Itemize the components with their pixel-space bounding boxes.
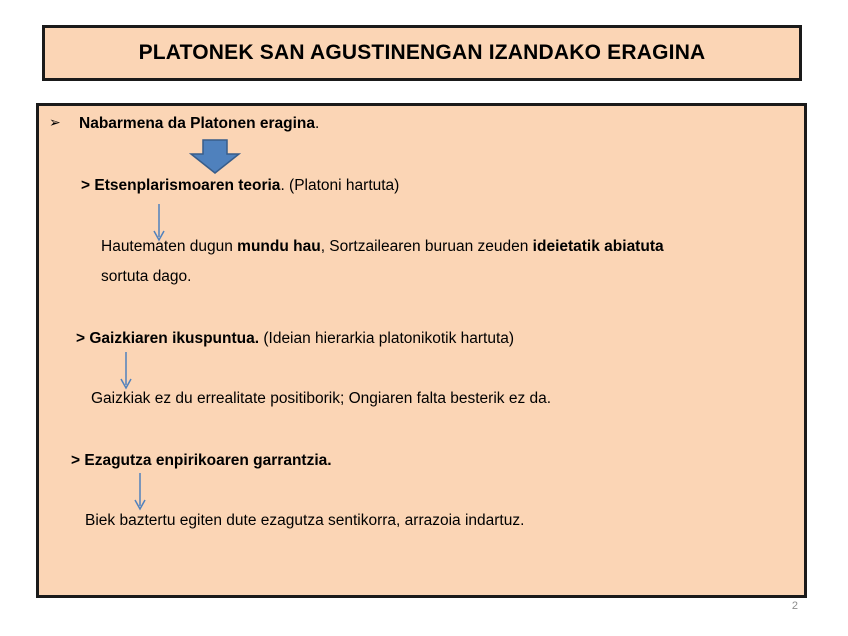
- big-down-arrow-icon: [189, 139, 241, 175]
- intro-line: [79, 114, 319, 134]
- intro-bold: Nabarmena da Platonen eragina: [79, 115, 316, 132]
- explain-1-c: , Sortzailearen buruan zeuden: [320, 238, 533, 255]
- point-1-bold: > Etsenplarismoaren teoria: [81, 177, 281, 194]
- explain-1-line-1: [101, 237, 664, 257]
- explain-1-line-2: sortuta dago.: [101, 268, 192, 285]
- explain-2: Gaizkiak ez du errealitate positiborik; Ongiaren falta besterik ez da.: [91, 390, 552, 407]
- point-3: [71, 451, 332, 471]
- thin-down-arrow-icon: [133, 473, 147, 511]
- explain-1-d: ideietatik abiatuta: [532, 238, 664, 255]
- explain-3: Biek baztertu egiten dute ezagutza sentikorra, arrazoia indartuz.: [85, 512, 525, 529]
- thin-down-arrow-icon: [119, 352, 133, 390]
- slide-title-box: [42, 25, 802, 81]
- explain-1-b: mundu hau: [237, 238, 321, 255]
- content-box: [36, 103, 807, 598]
- page-number: 2: [791, 600, 798, 612]
- point-2: [76, 329, 514, 349]
- point-1-rest: . (Platoni hartuta): [280, 177, 400, 194]
- point-1: [81, 176, 399, 196]
- slide-title: PLATONEK SAN AGUSTINENGAN IZANDAKO ERAGINA: [138, 41, 706, 64]
- point-2-rest: (Ideian hierarkia platonikotik hartuta): [259, 330, 515, 347]
- explain-1-a: Hautematen dugun: [101, 238, 238, 255]
- bullet-arrow-icon: ➢: [49, 114, 61, 130]
- point-2-bold: > Gaizkiaren ikuspuntua.: [76, 330, 260, 347]
- point-3-bold: > Ezagutza enpirikoaren garrantzia.: [71, 452, 332, 469]
- intro-rest: .: [315, 115, 320, 132]
